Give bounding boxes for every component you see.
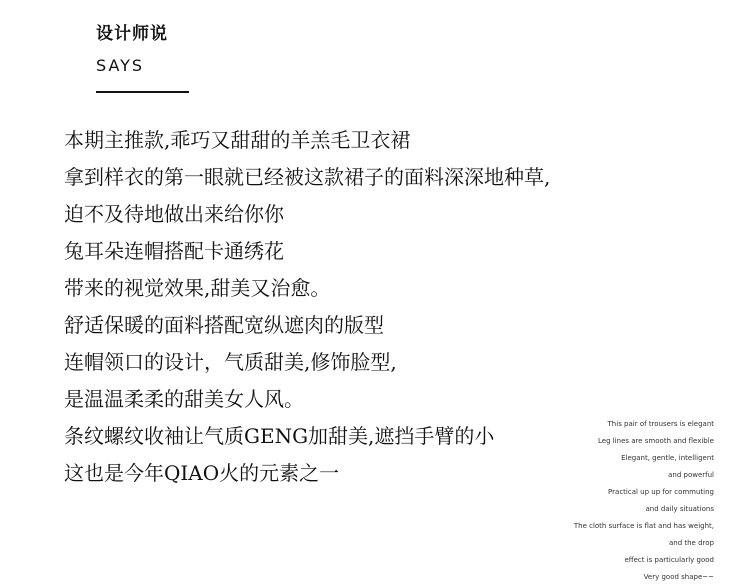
side-text-line: This pair of trousers is elegant bbox=[607, 420, 714, 428]
english-side-text bbox=[544, 416, 714, 586]
description-line: 兔耳朵连帽搭配卡通绣花 bbox=[64, 239, 284, 263]
description-line: 本期主推款,乖巧又甜甜的羊羔毛卫衣裙 bbox=[64, 128, 411, 152]
description-body bbox=[64, 122, 550, 492]
description-line: 是温温柔柔的甜美女人风。 bbox=[64, 387, 304, 411]
side-text-line: effect is particularly good bbox=[624, 556, 714, 564]
description-line: 条纹螺纹收袖让气质GENG加甜美,遮挡手臂的小 bbox=[64, 424, 495, 448]
title-divider bbox=[96, 91, 189, 93]
designer-says-header bbox=[96, 22, 189, 93]
side-text-line: and powerful bbox=[668, 471, 714, 479]
side-text-line: and the drop bbox=[668, 539, 714, 547]
side-text-line: Practical up up for commuting bbox=[608, 488, 714, 496]
side-text-line: and daily situations bbox=[645, 505, 714, 513]
description-line: 连帽领口的设计，气质甜美,修饰脸型, bbox=[64, 350, 397, 374]
side-text-line: The cloth surface is flat and has weight, bbox=[573, 522, 714, 530]
side-text-line: Elegant, gentle, intelligent bbox=[621, 454, 714, 462]
section-title-cn: 设计师说 bbox=[96, 24, 168, 44]
side-text-line: Leg lines are smooth and flexible bbox=[597, 437, 714, 445]
section-title-en: SAYS bbox=[96, 56, 145, 75]
description-line: 这也是今年QIAO火的元素之一 bbox=[64, 461, 340, 485]
description-line: 拿到样衣的第一眼就已经被这款裙子的面料深深地种草, bbox=[64, 165, 551, 189]
side-text-line: Very good shape~~ bbox=[643, 573, 714, 581]
description-line: 舒适保暖的面料搭配宽纵遮肉的版型 bbox=[64, 313, 384, 337]
description-line: 带来的视觉效果,甜美又治愈。 bbox=[64, 276, 331, 300]
description-line: 迫不及待地做出来给你你 bbox=[64, 202, 284, 226]
